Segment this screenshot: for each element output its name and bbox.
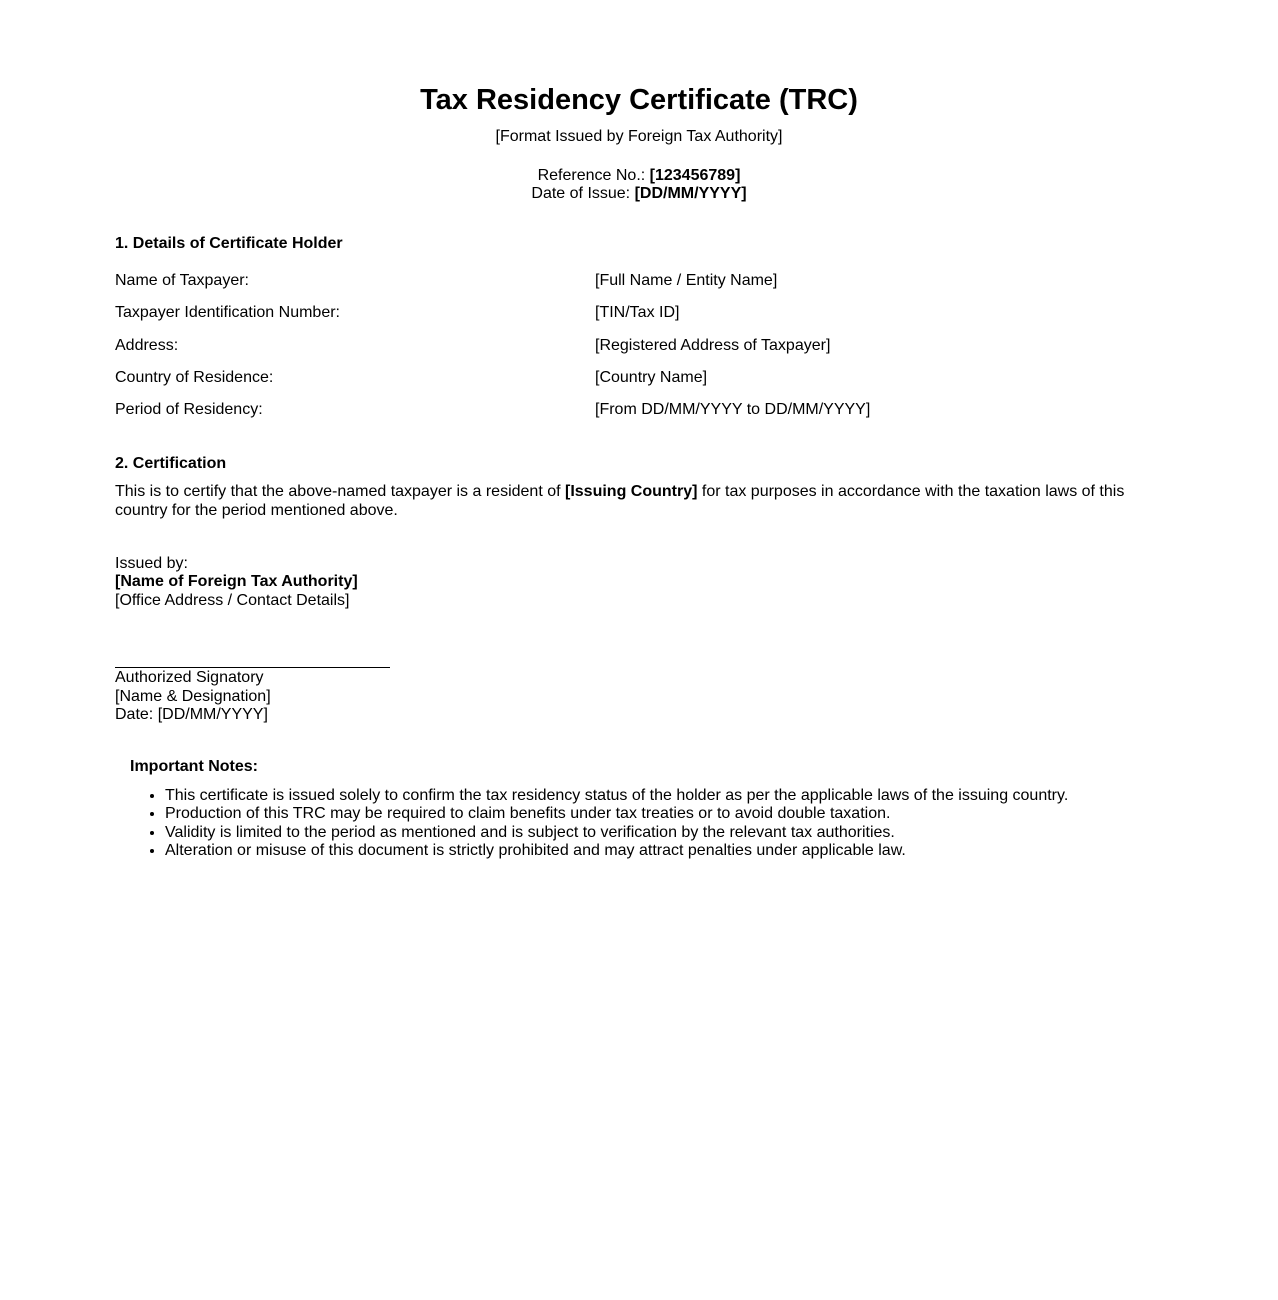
certification-section-heading: 2. Certification: [115, 454, 227, 472]
field-value: [Registered Address of Taxpayer]: [595, 336, 831, 354]
field-row-name-of-taxpayer: [115, 272, 1163, 290]
certification-text-after: for tax purposes in accordance with the taxation laws of this country for the period mentioned above.: [115, 483, 1125, 519]
issue-date-value: [DD/MM/YYYY]: [634, 185, 747, 203]
reference-number-label: Reference No.:: [537, 166, 650, 184]
note-item: • Validity is limited to the period as mentioned and is subject to verification by the relevant tax authorities.: [165, 824, 1163, 842]
notes-list: [130, 787, 1163, 861]
reference-number-line: [115, 167, 1163, 185]
field-row-period-of-residency: [115, 401, 1163, 419]
certification-paragraph: [115, 483, 1163, 520]
note-item: • Alteration or misuse of this document is strictly prohibited and may attract penalties under applicable law.: [165, 842, 1163, 860]
signature-date: Date: [DD/MM/YYYY]: [115, 705, 268, 723]
notes-heading: Important Notes:: [130, 758, 258, 776]
section-certification: [115, 455, 1163, 520]
field-value: [From DD/MM/YYYY to DD/MM/YYYY]: [595, 401, 871, 419]
section-details-of-certificate-holder: [115, 235, 1163, 420]
issued-by-label: Issued by:: [115, 555, 188, 573]
document-header: [115, 0, 1163, 204]
field-label: Address:: [115, 336, 179, 354]
field-row-taxpayer-identification-number: [115, 304, 1163, 322]
field-value: [Full Name / Entity Name]: [595, 271, 778, 289]
field-row-country-of-residence: [115, 369, 1163, 387]
field-row-address: [115, 337, 1163, 355]
issuer-name: [Name of Foreign Tax Authority]: [115, 573, 358, 591]
note-item: • This certificate is issued solely to confirm the tax residency status of the holder as per the applicable laws of the issuing country.: [165, 787, 1163, 805]
field-label: Period of Residency:: [115, 401, 263, 419]
page-subtitle: [Format Issued by Foreign Tax Authority]: [495, 128, 783, 146]
field-label: Name of Taxpayer:: [115, 271, 249, 289]
issuer-block: [115, 555, 1163, 610]
important-notes-block: [130, 758, 1163, 860]
field-value: [TIN/Tax ID]: [595, 304, 680, 322]
field-label: Country of Residence:: [115, 369, 274, 387]
issuing-country-value: [Issuing Country]: [565, 483, 698, 501]
page-title: Tax Residency Certificate (TRC): [420, 84, 858, 116]
signatory-title: Authorized Signatory: [115, 669, 264, 687]
reference-block: [115, 167, 1163, 204]
signatory-name: [Name & Designation]: [115, 687, 271, 705]
certification-text-before: This is to certify that the above-named taxpayer is a resident of: [115, 483, 565, 501]
reference-number-value: [123456789]: [649, 166, 741, 184]
signature-block: [115, 667, 390, 724]
field-value: [Country Name]: [595, 369, 708, 387]
field-label: Taxpayer Identification Number:: [115, 304, 340, 322]
issue-date-label: Date of Issue:: [531, 185, 635, 203]
note-item: • Production of this TRC may be required to claim benefits under tax treaties or to avoid double taxation.: [165, 805, 1163, 823]
issuer-address: [Office Address / Contact Details]: [115, 591, 350, 609]
details-section-heading: 1. Details of Certificate Holder: [115, 234, 343, 252]
issue-date-line: [115, 185, 1163, 203]
